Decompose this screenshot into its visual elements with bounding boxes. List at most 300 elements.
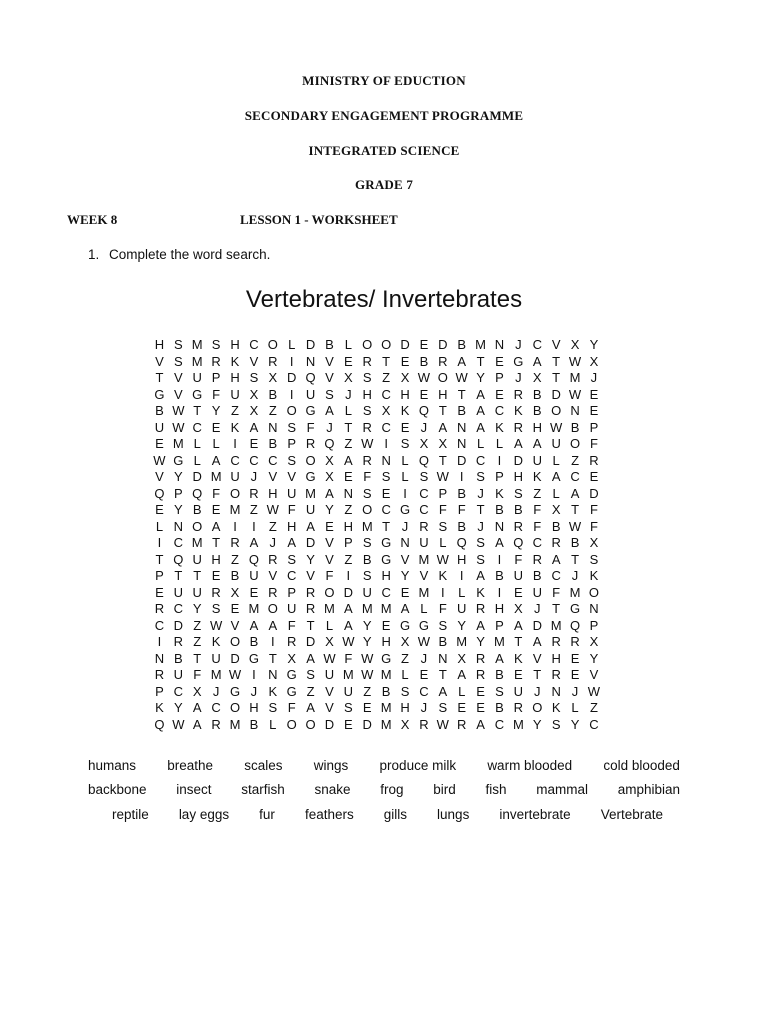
grid-letter: J	[477, 518, 484, 534]
grid-letter: B	[551, 518, 561, 534]
grid-letter: T	[438, 452, 447, 468]
grid-letter: W	[550, 419, 563, 435]
grid-letter: W	[417, 634, 431, 649]
grid-letter: K	[438, 568, 448, 583]
grid-letter: C	[211, 700, 221, 715]
grid-row	[150, 601, 603, 618]
grid-letter: Q	[192, 485, 203, 501]
grid-letter: U	[230, 386, 240, 402]
grid-letter: H	[381, 568, 391, 583]
word-list-item: Vertebrate	[600, 807, 663, 822]
grid-letter: A	[211, 518, 221, 534]
grid-letter: F	[589, 436, 598, 451]
grid-letter: U	[230, 469, 240, 484]
grid-letter: X	[589, 353, 599, 369]
grid-letter: Y	[532, 716, 542, 732]
grid-letter: J	[571, 683, 579, 699]
grid-letter: O	[229, 485, 241, 501]
grid-letter: X	[419, 436, 429, 451]
grid-letter: P	[495, 469, 504, 484]
grid-letter: W	[568, 518, 582, 534]
grid-letter: X	[192, 683, 202, 699]
grid-letter: D	[457, 452, 467, 468]
grid-letter: E	[344, 469, 353, 484]
grid-letter: E	[514, 667, 523, 682]
grid-letter: S	[438, 617, 448, 633]
grid-letter: B	[495, 568, 504, 583]
grid-letter: J	[571, 568, 579, 583]
grid-letter: V	[287, 469, 297, 484]
grid-letter: E	[589, 386, 599, 402]
grid-row	[150, 337, 603, 354]
grid-letter: P	[589, 617, 599, 633]
grid-letter: R	[570, 634, 580, 649]
grid-letter: H	[551, 650, 561, 666]
grid-letter: Y	[174, 700, 183, 715]
grid-letter: B	[174, 650, 183, 666]
grid-letter: T	[174, 568, 183, 583]
grid-letter: R	[305, 436, 316, 451]
grid-letter: B	[570, 419, 580, 435]
grid-letter: E	[249, 584, 259, 600]
grid-letter: N	[494, 337, 505, 352]
grid-letter: U	[513, 683, 524, 699]
grid-letter: A	[551, 551, 561, 567]
grid-letter: J	[250, 469, 258, 484]
grid-letter: S	[551, 716, 561, 732]
grid-letter: J	[420, 700, 428, 715]
grid-letter: L	[344, 403, 352, 418]
grid-letter: S	[589, 551, 599, 567]
grid-letter: A	[514, 436, 523, 451]
grid-letter: B	[268, 386, 278, 402]
grid-letter: O	[588, 584, 599, 600]
grid-letter: Z	[589, 700, 598, 715]
grid-letter: M	[380, 667, 392, 682]
grid-letter: M	[418, 551, 430, 567]
grid-letter: N	[154, 650, 165, 666]
grid-letter: W	[455, 370, 468, 385]
grid-letter: C	[381, 502, 391, 517]
grid-letter: M	[172, 436, 184, 451]
grid-letter: X	[381, 403, 391, 418]
grid-letter: Y	[589, 650, 599, 666]
grid-letter: F	[212, 485, 221, 501]
grid-letter: B	[325, 337, 334, 352]
grid-letter: U	[154, 419, 165, 435]
grid-letter: X	[325, 452, 334, 468]
grid-letter: H	[230, 337, 240, 352]
grid-letter: W	[436, 469, 449, 484]
grid-letter: E	[457, 700, 467, 715]
grid-letter: R	[286, 634, 297, 649]
grid-letter: T	[193, 650, 202, 666]
grid-letter: R	[513, 419, 524, 435]
grid-letter: C	[570, 469, 580, 484]
grid-letter: B	[457, 518, 467, 534]
grid-letter: E	[381, 485, 391, 501]
grid-letter: K	[268, 683, 278, 699]
grid-letter: I	[289, 353, 294, 369]
grid-letter: V	[230, 617, 240, 633]
grid-letter: A	[457, 667, 467, 682]
grid-letter: T	[552, 353, 561, 369]
grid-letter: R	[362, 419, 372, 435]
grid-letter: A	[325, 403, 334, 418]
grid-letter: X	[438, 436, 448, 451]
grid-letter: F	[589, 518, 598, 534]
grid-letter: R	[551, 667, 561, 682]
grid-letter: T	[438, 403, 447, 418]
grid-letter: A	[306, 518, 315, 534]
grid-letter: R	[475, 601, 486, 616]
grid-letter: F	[287, 502, 296, 517]
grid-letter: G	[229, 683, 241, 699]
grade-heading: GRADE 7	[354, 177, 414, 192]
grid-letter: V	[532, 650, 542, 666]
grid-letter: L	[571, 700, 579, 715]
grid-letter: N	[551, 683, 561, 699]
grid-letter: Q	[324, 436, 335, 451]
grid-letter: Y	[362, 617, 372, 633]
grid-letter: B	[495, 667, 504, 682]
grid-letter: M	[361, 518, 373, 534]
grid-letter: X	[514, 601, 523, 616]
grid-letter: A	[476, 568, 485, 583]
grid-row	[150, 453, 603, 470]
grid-letter: B	[362, 551, 372, 567]
grid-letter: L	[155, 518, 164, 534]
grid-letter: B	[249, 634, 259, 649]
grid-letter: W	[172, 403, 185, 418]
grid-letter: A	[532, 436, 542, 451]
grid-letter: W	[436, 716, 449, 732]
grid-letter: I	[440, 584, 445, 600]
grid-letter: K	[532, 469, 542, 484]
word-list-item: feathers	[304, 807, 354, 822]
grid-letter: Z	[344, 502, 353, 517]
grid-letter: A	[438, 419, 448, 435]
grid-letter: L	[401, 667, 409, 682]
grid-letter: G	[286, 667, 297, 682]
grid-letter: C	[475, 452, 486, 468]
grid-letter: R	[268, 584, 278, 600]
grid-letter: E	[400, 584, 410, 600]
word-list-item: wings	[313, 758, 349, 773]
grid-letter: A	[457, 353, 467, 369]
grid-letter: Y	[306, 551, 315, 567]
grid-letter: A	[476, 386, 485, 402]
grid-letter: C	[551, 568, 561, 583]
grid-letter: V	[268, 469, 278, 484]
grid-letter: Z	[249, 502, 258, 517]
grid-letter: G	[418, 617, 429, 633]
grid-letter: L	[401, 469, 409, 484]
word-search-grid	[150, 337, 603, 733]
grid-letter: Q	[456, 535, 467, 550]
grid-letter: M	[569, 370, 581, 385]
grid-letter: G	[248, 650, 259, 666]
grid-letter: A	[306, 650, 315, 666]
grid-letter: I	[384, 436, 388, 451]
grid-letter: H	[362, 386, 372, 402]
grid-row	[150, 387, 603, 404]
grid-letter: I	[497, 584, 502, 600]
ministry-heading: MINISTRY OF EDUCTION	[302, 73, 466, 88]
grid-letter: T	[571, 502, 580, 517]
grid-letter: U	[305, 386, 316, 402]
grid-letter: R	[362, 353, 372, 369]
grid-letter: B	[381, 683, 391, 699]
grid-letter: Z	[231, 403, 239, 418]
grid-letter: I	[289, 386, 294, 402]
grid-letter: S	[362, 403, 372, 418]
grid-letter: L	[325, 617, 334, 633]
word-list-item: cold blooded	[603, 758, 680, 773]
grid-letter: G	[513, 353, 524, 369]
grid-letter: R	[230, 535, 240, 550]
grid-letter: O	[569, 436, 581, 451]
grid-letter: C	[286, 568, 297, 583]
grid-letter: K	[514, 403, 523, 418]
grid-letter: V	[155, 353, 164, 369]
grid-letter: E	[211, 419, 221, 435]
grid-letter: L	[193, 452, 201, 468]
word-list-item: invertebrate	[499, 807, 571, 822]
word-list-item: warm blooded	[487, 758, 573, 773]
grid-letter: N	[400, 535, 410, 550]
word-list-item: backbone	[88, 782, 147, 797]
grid-letter: F	[438, 502, 447, 517]
grid-letter: S	[476, 469, 485, 484]
worksheet-title: Vertebrates/ Invertebrates	[245, 286, 523, 313]
grid-letter: O	[286, 716, 297, 732]
grid-letter: E	[476, 683, 485, 699]
grid-letter: V	[325, 535, 334, 550]
grid-letter: O	[267, 601, 278, 616]
grid-letter: X	[268, 370, 278, 385]
grid-letter: P	[589, 419, 599, 435]
grid-letter: X	[570, 337, 580, 352]
grid-letter: A	[306, 700, 315, 715]
grid-letter: X	[325, 634, 334, 649]
grid-letter: R	[211, 716, 221, 732]
grid-letter: W	[172, 716, 185, 732]
grid-letter: D	[305, 634, 316, 649]
grid-letter: W	[266, 502, 279, 517]
grid-letter: X	[400, 634, 410, 649]
grid-letter: G	[173, 452, 184, 468]
grid-letter: X	[249, 386, 259, 402]
grid-letter: W	[417, 370, 431, 385]
grid-letter: B	[514, 502, 523, 517]
grid-letter: J	[345, 386, 352, 402]
grid-letter: S	[268, 700, 278, 715]
grid-letter: A	[344, 617, 353, 633]
grid-letter: U	[324, 667, 335, 682]
grid-letter: N	[457, 419, 467, 435]
grid-letter: C	[419, 502, 429, 517]
grid-letter: R	[268, 353, 278, 369]
grid-letter: A	[249, 617, 259, 633]
grid-letter: E	[495, 353, 504, 369]
word-list-row	[112, 807, 663, 822]
grid-letter: I	[233, 518, 237, 534]
grid-letter: Y	[570, 716, 580, 732]
grid-letter: P	[155, 683, 164, 699]
grid-letter: B	[495, 502, 504, 517]
grid-letter: O	[437, 370, 448, 385]
grid-letter: C	[173, 601, 184, 616]
grid-letter: B	[495, 700, 504, 715]
grid-letter: E	[344, 716, 353, 732]
grid-letter: H	[249, 700, 259, 715]
grid-letter: X	[589, 535, 599, 550]
grid-letter: O	[551, 403, 562, 418]
grid-letter: P	[287, 436, 297, 451]
grid-letter: X	[400, 716, 410, 732]
grid-letter: M	[191, 353, 203, 369]
grid-letter: X	[589, 634, 599, 649]
word-list-item: reptile	[112, 807, 149, 822]
grid-letter: I	[403, 485, 407, 501]
grid-letter: Y	[400, 568, 410, 583]
grid-letter: D	[173, 617, 184, 633]
grid-row	[150, 502, 603, 519]
grid-letter: U	[305, 502, 316, 517]
grid-letter: N	[494, 518, 505, 534]
grid-letter: I	[157, 634, 162, 649]
word-list-item: fur	[259, 807, 275, 822]
grid-row	[150, 568, 603, 585]
grid-letter: U	[286, 601, 297, 616]
word-list-item: frog	[380, 782, 404, 797]
grid-letter: Y	[192, 601, 202, 616]
grid-letter: C	[419, 485, 429, 501]
grid-letter: O	[192, 518, 203, 534]
grid-letter: K	[211, 634, 221, 649]
grid-letter: V	[174, 370, 183, 385]
grid-letter: R	[589, 452, 599, 468]
grid-letter: A	[476, 403, 485, 418]
grid-letter: S	[344, 700, 353, 715]
grid-letter: P	[287, 584, 297, 600]
grid-letter: E	[344, 353, 353, 369]
grid-letter: Z	[193, 617, 202, 633]
grid-letter: Q	[569, 617, 581, 633]
grid-letter: Q	[418, 403, 429, 418]
grid-letter: E	[211, 502, 221, 517]
grid-letter: M	[210, 667, 222, 682]
grid-letter: P	[495, 370, 504, 385]
grid-letter: E	[495, 386, 504, 402]
grid-letter: Y	[457, 617, 467, 633]
grid-letter: N	[173, 518, 184, 534]
grid-letter: R	[513, 518, 524, 534]
grid-letter: X	[400, 370, 410, 385]
grid-letter: W	[361, 650, 374, 666]
instruction-text: Complete the word search.	[109, 247, 271, 262]
grid-letter: H	[230, 370, 240, 385]
grid-letter: A	[570, 485, 580, 501]
grid-letter: F	[533, 518, 542, 534]
grid-letter: T	[533, 667, 542, 682]
grid-letter: U	[532, 452, 542, 468]
grid-letter: H	[381, 634, 391, 649]
grid-letter: A	[514, 617, 523, 633]
grid-letter: M	[380, 601, 392, 616]
grid-letter: Y	[476, 634, 485, 649]
grid-letter: N	[343, 485, 354, 501]
grid-letter: O	[305, 452, 316, 468]
grid-letter: J	[515, 337, 522, 352]
grid-letter: U	[551, 436, 561, 451]
grid-letter: H	[211, 551, 221, 567]
grid-letter: V	[325, 683, 334, 699]
grid-letter: A	[192, 700, 202, 715]
grid-letter: L	[458, 584, 466, 600]
grid-letter: Z	[306, 683, 315, 699]
grid-letter: V	[249, 353, 259, 369]
grid-letter: S	[400, 683, 410, 699]
grid-letter: J	[534, 601, 541, 616]
grid-letter: D	[362, 716, 372, 732]
word-list-row	[88, 782, 680, 797]
grid-letter: A	[344, 601, 353, 616]
grid-letter: Z	[533, 485, 542, 501]
grid-letter: Z	[382, 370, 391, 385]
grid-letter: M	[324, 601, 335, 616]
grid-letter: K	[476, 584, 485, 600]
grid-letter: N	[381, 452, 391, 468]
grid-letter: F	[552, 584, 561, 600]
grid-letter: M	[418, 584, 430, 600]
grid-letter: T	[155, 551, 164, 567]
grid-letter: C	[589, 716, 599, 732]
grid-letter: I	[346, 568, 351, 583]
grid-letter: L	[193, 436, 201, 451]
grid-letter: L	[552, 452, 560, 468]
grid-letter: O	[532, 700, 543, 715]
grid-letter: E	[325, 518, 334, 534]
grid-letter: R	[305, 584, 316, 600]
grid-letter: B	[457, 403, 467, 418]
grid-letter: S	[362, 568, 372, 583]
word-list-item: scales	[244, 758, 283, 773]
grid-letter: W	[587, 683, 601, 699]
grid-letter: M	[229, 716, 241, 732]
grid-letter: Z	[571, 452, 580, 468]
grid-letter: G	[381, 551, 392, 567]
grid-letter: L	[344, 337, 352, 352]
grid-letter: E	[400, 353, 410, 369]
grid-letter: P	[174, 485, 183, 501]
grid-letter: R	[475, 667, 486, 682]
grid-letter: Q	[154, 716, 165, 732]
grid-letter: Q	[305, 370, 316, 385]
grid-letter: G	[305, 469, 316, 484]
grid-letter: Z	[363, 683, 372, 699]
grid-letter: B	[230, 568, 240, 583]
grid-letter: S	[362, 485, 372, 501]
grid-letter: T	[155, 370, 164, 385]
grid-letter: Z	[344, 551, 353, 567]
grid-letter: Z	[231, 551, 239, 567]
word-list-item: lungs	[437, 807, 470, 822]
week-label: WEEK 8	[67, 212, 118, 227]
grid-letter: G	[399, 617, 411, 633]
grid-letter: W	[361, 667, 374, 682]
